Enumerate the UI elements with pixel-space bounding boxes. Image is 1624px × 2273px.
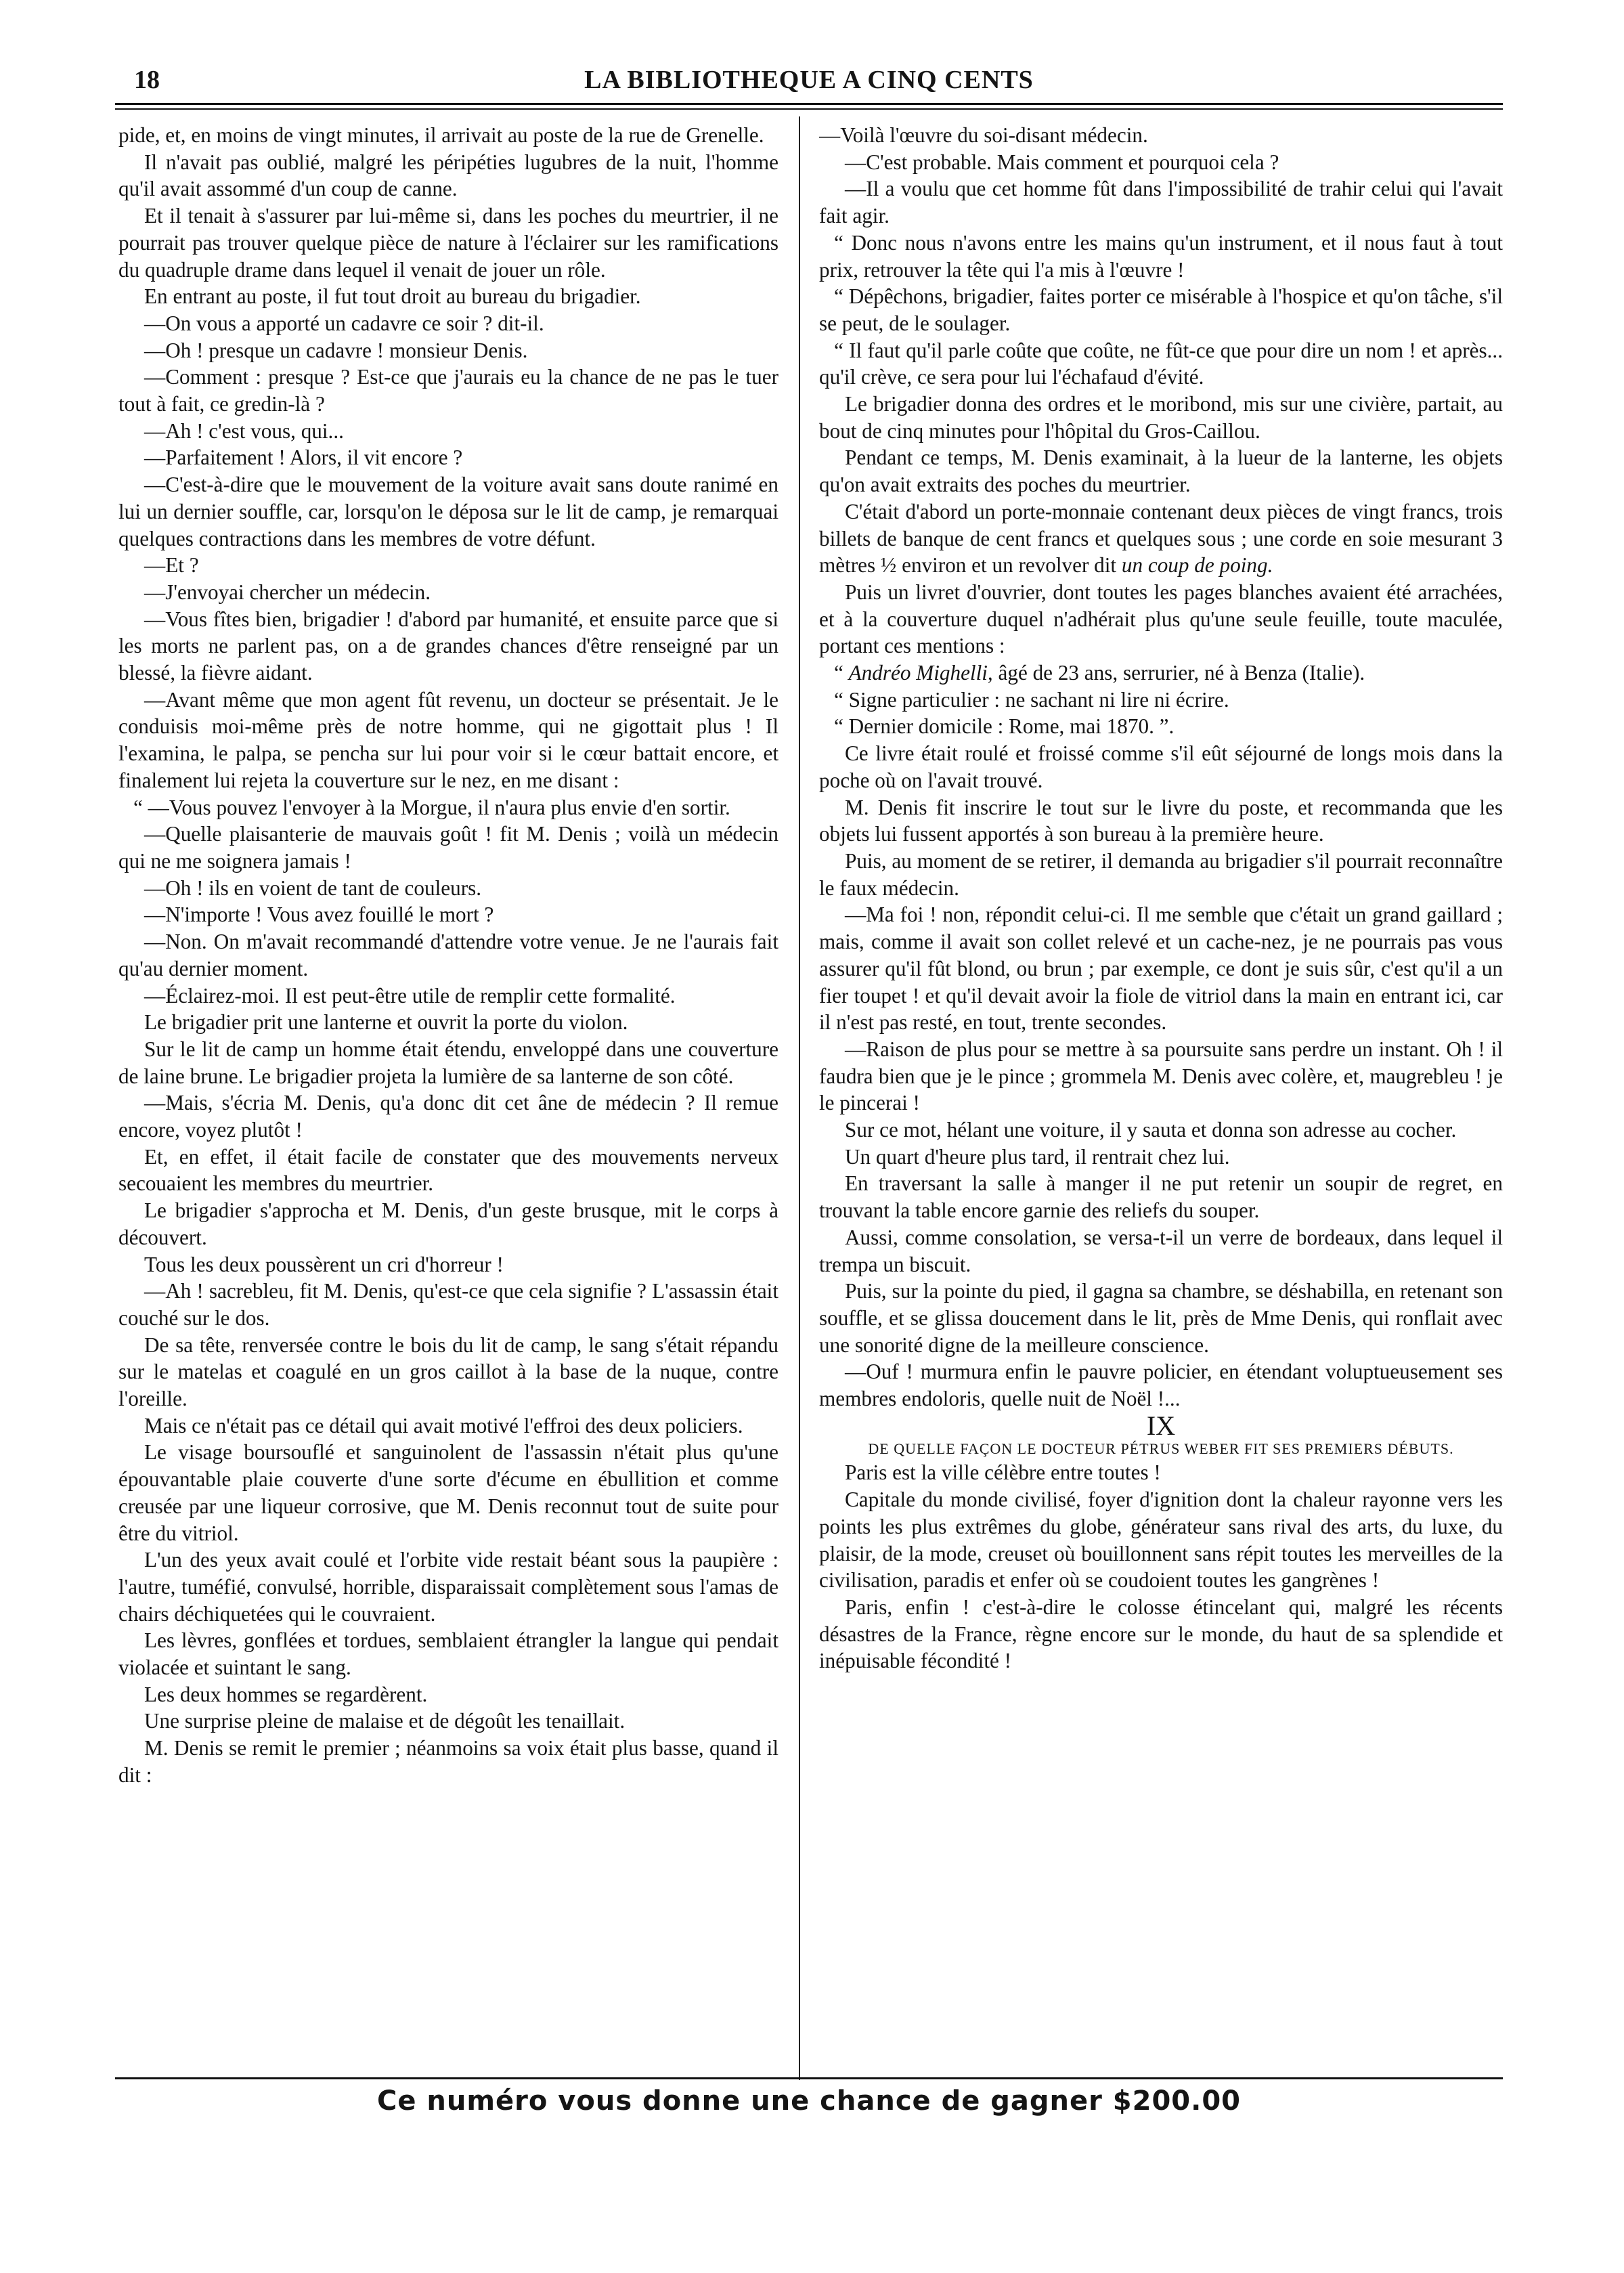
paragraph: —Ah ! c'est vous, qui... — [144, 418, 344, 443]
paragraph: Les lèvres, gonflées et tordues, semblaient étrangler la langue qui pendait violacée et suintant le sang. — [118, 1628, 778, 1680]
paragraph: Le brigadier prit une lanterne et ouvrit la porte du violon. — [144, 1010, 628, 1035]
paragraph: Les deux hommes se regardèrent. — [144, 1682, 428, 1706]
paragraph: Aussi, comme consolation, se versa-t-il un verre de bordeaux, dans lequel il trempa un biscuit. — [819, 1225, 1503, 1276]
paragraph: “ —Vous pouvez l'envoyer à la Morgue, il n'aura plus envie d'en sortir. — [133, 795, 730, 819]
left-column — [118, 122, 778, 2072]
paragraph — [819, 498, 1503, 579]
paragraph: Pendant ce temps, M. Denis examinait, à la lueur de la lanterne, les objets qu'on avait extraits des poches du meurtrier. — [819, 446, 1503, 497]
paragraph: —Avant même que mon agent fût revenu, un docteur se présentait. Je le conduisis moi-même près de notre homme, qui ne gigottait plus ! Il l'examina, le palpa, se pencha sur lui pour voir si le cœur battait encore, et finalement lui rejeta la couverture sur le nez, en me disant : — [118, 687, 778, 792]
italic-name: Andréo Mighelli, — [848, 661, 993, 685]
page-header — [115, 65, 1503, 99]
paragraph: —Ouf ! murmura enfin le pauvre policier, en étendant voluptueusement ses membres endoloris, quelle nuit de Noël !... — [819, 1360, 1503, 1411]
paragraph: Le brigadier donna des ordres et le moribond, mis sur une civière, partait, au bout de cinq minutes pour l'hôpital du Gros-Caillou. — [819, 392, 1503, 443]
paragraph: Mais ce n'était pas ce détail qui avait motivé l'effroi des deux policiers. — [144, 1413, 743, 1437]
paragraph: —Oh ! ils en voient de tant de couleurs. — [144, 875, 482, 900]
paragraph: Sur le lit de camp un homme était étendu, enveloppé dans une couverture de laine brune. Le brigadier projeta la lumière de sa lanterne de son côté. — [118, 1037, 778, 1088]
paragraph: “ Donc nous n'avons entre les mains qu'un instrument, et il nous faut à tout prix, retrouver la tête qui l'a mis à l'œuvre ! — [819, 230, 1503, 282]
paragraph: —Ah ! sacrebleu, fit M. Denis, qu'est-ce que cela signifie ? L'assassin était couché sur le dos. — [118, 1279, 778, 1330]
paragraph: Un quart d'heure plus tard, il rentrait chez lui. — [845, 1144, 1230, 1169]
paragraph: Puis, au moment de se retirer, il demanda au brigadier s'il pourrait reconnaître le faux médecin. — [819, 848, 1503, 900]
paragraph: Paris est la ville célèbre entre toutes ! — [845, 1460, 1161, 1485]
header-rule-thin — [115, 108, 1503, 110]
running-title: LA BIBLIOTHEQUE A CINQ CENTS — [584, 66, 1034, 94]
paragraph: —Éclairez-moi. Il est peut-être utile de remplir cette formalité. — [144, 983, 676, 1008]
italic-text: un coup de poing. — [1121, 553, 1273, 578]
paragraph: —Raison de plus pour se mettre à sa poursuite sans perdre un instant. Oh ! il faudra bien que je le pince ; grommela M. Denis avec colère, et, maugrebleu ! je le pincerai ! — [819, 1037, 1503, 1115]
paragraph: Ce livre était roulé et froissé comme s'il eût séjourné de longs mois dans la poche où on l'avait trouvé. — [819, 741, 1503, 792]
paragraph: pide, et, en moins de vingt minutes, il arrivait au poste de la rue de Grenelle. — [118, 123, 764, 147]
paragraph: —Non. On m'avait recommandé d'attendre votre venue. Je ne l'aurais fait qu'au dernier moment. — [118, 930, 778, 980]
paragraph: “ Dernier domicile : Rome, mai 1870. ”. — [834, 714, 1175, 739]
paragraph: —Oh ! presque un cadavre ! monsieur Denis. — [144, 338, 528, 362]
paragraph: “ Dépêchons, brigadier, faites porter ce misérable à l'hospice et qu'on tâche, s'il se peut, de le soulager. — [819, 284, 1503, 335]
paragraph: En entrant au poste, il fut tout droit au bureau du brigadier. — [144, 284, 641, 309]
paragraph: Tous les deux poussèrent un cri d'horreur ! — [144, 1252, 504, 1276]
paragraph: M. Denis fit inscrire le tout sur le livre du poste, et recommanda que les objets lui fussent apportés à son bureau à la première heure. — [819, 795, 1503, 846]
paragraph: Le visage boursouflé et sanguinolent de l'assassin n'était plus qu'une épouvantable plaie couverte d'une sorte d'écume en ébullition et comme creusée par une liqueur corrosive, que M. Denis reconnut tout de suite pour être du vitriol. — [118, 1440, 778, 1545]
paragraph: —Comment : presque ? Est-ce que j'aurais eu la chance de ne pas le tuer tout à fait, ce gredin-là ? — [118, 365, 778, 416]
paragraph: —Quelle plaisanterie de mauvais goût ! fit M. Denis ; voilà un médecin qui ne me soignera jamais ! — [118, 822, 778, 873]
paragraph: De sa tête, renversée contre le bois du lit de camp, le sang s'était répandu sur le matelas et coagulé en un gros caillot à la base de la nuque, contre l'oreille. — [118, 1333, 778, 1411]
paragraph: Sur ce mot, hélant une voiture, il y sauta et donna son adresse au cocher. — [845, 1118, 1457, 1142]
paragraph: —On vous a apporté un cadavre ce soir ? dit-il. — [144, 311, 544, 335]
paragraph: —Ma foi ! non, répondit celui-ci. Il me semble que c'était un grand gaillard ; mais, comme il avait son collet relevé et un cache-nez, je ne pourrais pas vous assurer qu'il fût blond, ou brun ; par exemple, ce dont je suis sûr, c'est qu'il a un fier toupet ! et qu'il devait avoir la fiole de vitriol dans la main en entrant ici, car il n'est pas resté, en tout, trente secondes. — [819, 903, 1503, 1035]
page-number: 18 — [134, 66, 160, 94]
right-column — [819, 122, 1503, 2072]
paragraph: Puis un livret d'ouvrier, dont toutes les pages blanches avaient été arrachées, et à la couverture duquel n'adhérait plus qu'une seule feuille, toute maculée, portant ces mentions : — [819, 580, 1503, 658]
paragraph: Paris, enfin ! c'est-à-dire le colosse étincelant qui, malgré les récents désastres de la France, règne encore sur le monde, du haut de sa splendide et inépuisable fécondité ! — [819, 1595, 1503, 1673]
paragraph: —Voilà l'œuvre du soi-disant médecin. — [819, 123, 1148, 147]
paragraph: —N'importe ! Vous avez fouillé le mort ? — [144, 903, 494, 927]
paragraph: “ Andréo Mighelli, âgé de 23 ans, serrurier, né à Benza (Italie). — [834, 661, 1365, 685]
paragraph: Le brigadier s'approcha et M. Denis, d'un geste brusque, mit le corps à découvert. — [118, 1198, 778, 1249]
paragraph: “ Signe particulier : ne sachant ni lire ni écrire. — [834, 687, 1229, 712]
paragraph: Il n'avait pas oublié, malgré les péripéties lugubres de la nuit, l'homme qu'il avait assommé d'un coup de canne. — [118, 150, 778, 201]
paragraph: Puis, sur la pointe du pied, il gagna sa chambre, se déshabilla, en retenant son souffle, et se glissa doucement dans le lit, près de Mme Denis, qui ronflait avec une sonorité digne de la meilleure conscience. — [819, 1279, 1503, 1357]
paragraph: —Parfaitement ! Alors, il vit encore ? — [144, 446, 463, 470]
paragraph: L'un des yeux avait coulé et l'orbite vide restait béant sous la paupière : l'autre, tuméfié, convulsé, horrible, disparaissait complètement sous l'amas de chairs déchiquetées qui le couvraient. — [118, 1548, 778, 1626]
paragraph: Capitale du monde civilisé, foyer d'ignition dont la chaleur rayonne vers les points les plus extrêmes du globe, générateur sans rival des arts, du luxe, du plaisir, de la mode, creuset où bouillonnent sans répit toutes les merveilles de la civilisation, paradis et enfer où se coudoient toutes les gangrènes ! — [819, 1488, 1503, 1593]
paragraph: —J'envoyai chercher un médecin. — [144, 580, 431, 604]
paragraph: Et il tenait à s'assurer par lui-même si, dans les poches du meurtrier, il ne pourrait pas trouver quelque pièce de nature à l'éclairer sur les ramifications du quadruple drame dans lequel il venait de jouer un rôle. — [118, 204, 778, 282]
paragraph-text: C'était d'abord un porte-monnaie contenant deux pièces de vingt francs, trois billets de banque de cent francs et quelques sous ; une corde en soie mesurant 3 mètres ½ environ et un revolver dit — [819, 499, 1503, 578]
paragraph-text: âgé de 23 ans, serrurier, né à Benza (Italie). — [998, 661, 1365, 685]
paragraph: Une surprise pleine de malaise et de dégoût les tenaillait. — [144, 1709, 626, 1733]
chapter-number: IX — [1146, 1410, 1176, 1441]
paragraph: Et, en effet, il était facile de constater que des mouvements nerveux secouaient les membres du meurtrier. — [118, 1144, 778, 1196]
header-rule — [115, 103, 1503, 105]
paragraph: —C'est-à-dire que le mouvement de la voiture avait sans doute ranimé en lui un dernier souffle, car, lorsqu'on le déposa sur le lit de camp, je remarquai quelques contractions dans les membres de votre défunt. — [118, 473, 778, 550]
paragraph: “ Il faut qu'il parle coûte que coûte, ne fût-ce que pour dire un nom ! et après... qu'il crève, ce sera pour lui l'échafaud d'évité. — [819, 338, 1503, 389]
chapter-title: DE QUELLE FAÇON LE DOCTEUR PÉTRUS WEBER FIT SES PREMIERS DÉBUTS. — [868, 1440, 1454, 1458]
paragraph: —Mais, s'écria M. Denis, qu'a donc dit cet âne de médecin ? Il remue encore, voyez plutôt ! — [118, 1091, 778, 1142]
paragraph: M. Denis se remit le premier ; néanmoins sa voix était plus basse, quand il dit : — [118, 1736, 778, 1787]
paragraph: —C'est probable. Mais comment et pourquoi cela ? — [845, 150, 1279, 174]
paragraph: —Et ? — [144, 553, 199, 578]
footer-rule — [115, 2077, 1503, 2079]
footer-banner: Ce numéro vous donne une chance de gagner $200.00 — [376, 2085, 1241, 2117]
paragraph: En traversant la salle à manger il ne put retenir un soupir de regret, en trouvant la table encore garnie des reliefs du souper. — [819, 1171, 1503, 1223]
paragraph: —Vous fîtes bien, brigadier ! d'abord par humanité, et ensuite parce que si les morts ne parlent pas, on a de grandes chances d'être renseigné par un blessé, la fièvre aidant. — [118, 607, 778, 685]
column-divider — [799, 116, 800, 2080]
paragraph: —Il a voulu que cet homme fût dans l'impossibilité de trahir celui qui l'avait fait agir. — [819, 177, 1503, 228]
